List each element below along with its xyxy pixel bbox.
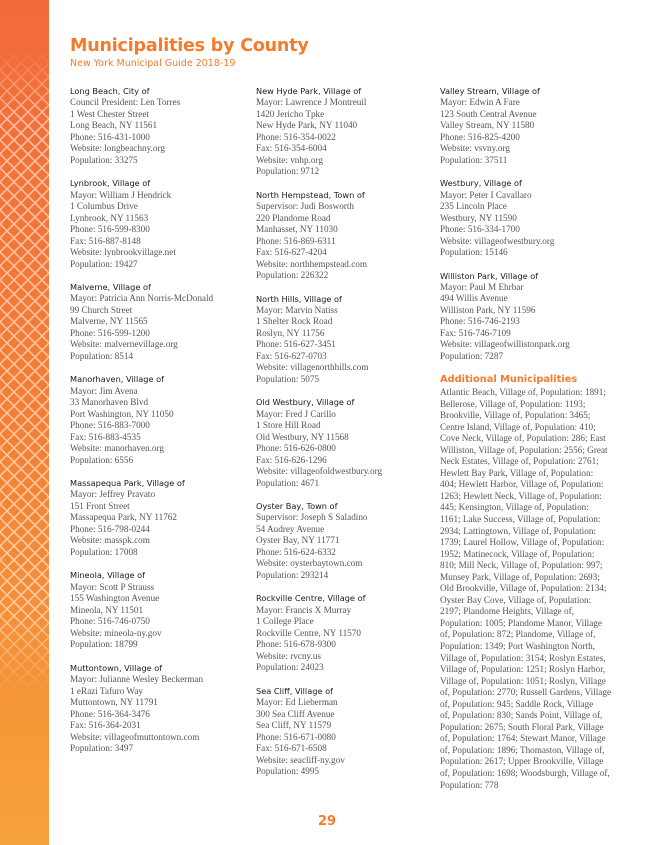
additional-municipalities-text [440, 387, 612, 791]
municipality-detail-line: Website: villageofmuttontown.com [70, 731, 200, 742]
municipality-detail-line: Website: villagenorthhills.com [256, 362, 369, 373]
additional-municipalities-line: of, Population: 872; Plandome, Village of, [440, 629, 596, 640]
municipality-detail-line: Mayor: Jim Avena [70, 385, 138, 396]
municipality-name: Sea Cliff, Village of [256, 685, 333, 696]
municipality-detail-line: Population: 9712 [256, 166, 320, 177]
additional-municipalities-line: 1952; Matinecock, Village of, Population: [440, 548, 595, 559]
additional-municipalities-line: Hewlett Bay Park, Village of, Population: [440, 467, 594, 478]
municipality-detail-line: Population: 24023 [256, 662, 324, 673]
municipality-detail-line: Population: 226322 [256, 270, 329, 281]
municipality-detail-line: Mayor: Fred J Carillo [256, 408, 336, 419]
municipality-detail-line: Website: seacliff-ny.gov [256, 754, 345, 765]
municipality-entry [440, 86, 618, 166]
municipality-name: Malverne, Village of [70, 282, 151, 293]
municipality-detail-line: 99 Church Street [70, 304, 133, 315]
municipality-detail-line: Mayor: Francis X Murray [256, 604, 352, 615]
additional-municipalities-line: of, Population: 1698; Woodsburgh, Village of, [440, 768, 610, 779]
municipality-detail-line: Fax: 516-364-2031 [70, 720, 141, 731]
municipality-detail-line: Fax: 516-883-4535 [70, 431, 141, 442]
municipality-detail-line: 1 College Place [256, 616, 314, 627]
municipality-detail-line: Website: manorhaven.org [70, 443, 165, 454]
municipality-name: Manorhaven, Village of [70, 374, 164, 385]
municipality-detail-line: Fax: 516-626-1296 [256, 454, 327, 465]
municipality-name: North Hempstead, Town of [256, 189, 365, 200]
column-1 [70, 86, 250, 767]
municipality-detail-line: Population: 37511 [440, 154, 508, 165]
municipality-detail-line: Population: 5075 [256, 373, 320, 384]
municipality-detail-line: Website: villageofwillistonpark.org [440, 339, 570, 350]
municipality-name: Long Beach, City of [70, 86, 150, 96]
municipality-detail-line: 1 Columbus Drive [70, 201, 138, 212]
municipality-detail-line: Population: 8514 [70, 350, 134, 361]
municipality-detail-line: 1 West Chester Street [70, 108, 149, 119]
column-3 [440, 86, 618, 791]
municipality-entry [256, 190, 436, 282]
municipality-detail-line: 54 Audrey Avenue [256, 523, 325, 534]
municipality-entry [70, 178, 250, 270]
lattice-pattern-icon [0, 0, 49, 845]
municipality-detail-line: Mayor: Jeffrey Pravato [70, 489, 156, 500]
additional-municipalities-line: of, Population: 830; Sands Point, Village of, [440, 710, 603, 721]
municipality-detail-line: Mineola, NY 11501 [70, 604, 144, 615]
municipality-detail-line: Phone: 516-746-0750 [70, 616, 150, 627]
municipality-entry [440, 271, 618, 363]
municipality-detail-line: Mayor: Paul M Ehrbar [440, 281, 524, 292]
additional-municipalities-line: 2934; Lattingtown, Village of, Population: [440, 525, 596, 536]
municipality-detail-line: Website: oysterbaytown.com [256, 558, 363, 569]
municipality-entry [256, 397, 436, 489]
municipality-detail-line: Phone: 516-678-9300 [256, 639, 336, 650]
municipality-detail-line: Muttontown, NY 11791 [70, 697, 158, 708]
municipality-detail-line: Population: 293214 [256, 569, 329, 580]
municipality-detail-line: Phone: 516-599-1200 [70, 327, 150, 338]
municipality-detail-line: Oyster Bay, NY 11771 [256, 535, 340, 546]
additional-municipalities-line: Munsey Park, Village of, Population: 2693; [440, 571, 600, 582]
additional-municipalities-line: Brookville, Village of, Population: 3465; [440, 410, 591, 421]
additional-municipalities-line: Population: 1005; Plandome Manor, Village [440, 617, 602, 628]
municipality-detail-line: 300 Sea Cliff Avenue [256, 708, 335, 719]
municipality-detail-line: Website: villageofwestbury.org [440, 235, 555, 246]
decorative-side-bar [0, 0, 49, 845]
municipality-detail-line: Roslyn, NY 11756 [256, 327, 325, 338]
municipality-detail-line: 123 South Central Avenue [440, 108, 537, 119]
municipality-detail-line: Phone: 516-825-4200 [440, 131, 520, 142]
municipality-detail-line: Mayor: Edwin A Fare [440, 97, 520, 108]
municipality-detail-line: Population: 19427 [70, 258, 138, 269]
additional-municipalities-line: of, Population: 1764; Stewart Manor, Village [440, 733, 606, 744]
municipality-name: North Hills, Village of [256, 293, 342, 304]
municipality-detail-line: Lynbrook, NY 11563 [70, 212, 149, 223]
municipality-detail-line: 1 Shelter Rock Road [256, 316, 333, 327]
municipality-detail-line: Westbury, NY 11590 [440, 212, 517, 223]
municipality-detail-line: Mayor: William J Hendrick [70, 189, 172, 200]
additional-municipalities-line: 2197; Plandome Heights, Village of, [440, 606, 575, 617]
municipality-detail-line: Phone: 516-627-3451 [256, 339, 336, 350]
municipality-name: Muttontown, Village of [70, 662, 163, 673]
municipality-detail-line: Mayor: Peter I Cavallaro [440, 189, 532, 200]
municipality-detail-line: Rockville Centre, NY 11570 [256, 627, 361, 638]
municipality-detail-line: Website: vsvny.org [440, 143, 510, 154]
municipality-detail-line: New Hyde Park, NY 11040 [256, 120, 358, 131]
additional-municipalities-line: Atlantic Beach, Village of, Population: 1891; [440, 386, 606, 397]
additional-municipalities-line: Old Brookville, Village of, Population: 2134; [440, 583, 607, 594]
additional-municipalities-line: 1739; Laurel Hollow, Village of, Population: [440, 537, 605, 548]
municipality-detail-line: 151 Front Street [70, 500, 130, 511]
additional-municipalities-line: 445; Kensington, Village of, Population: [440, 502, 589, 513]
municipality-detail-line: Population: 18799 [70, 639, 138, 650]
page-title: Municipalities by County [70, 36, 309, 56]
municipality-detail-line: Population: 15146 [440, 247, 508, 258]
municipality-detail-line: Phone: 516-626-0800 [256, 443, 336, 454]
municipality-detail-line: Phone: 516-364-3476 [70, 708, 150, 719]
additional-municipalities-line: of, Population: 945; Saddle Rock, Village [440, 698, 594, 709]
municipality-detail-line: Website: villageofoldwestbury.org [256, 466, 383, 477]
additional-municipalities-line: 1161; Lake Success, Village of, Population: [440, 514, 601, 524]
municipality-detail-line: Malverne, NY 11565 [70, 316, 148, 327]
municipality-detail-line: Phone: 516-746-2193 [440, 316, 520, 327]
additional-municipalities-line: Neck Estates, Village of, Population: 2761; [440, 456, 599, 467]
additional-municipalities-line: Centre Island, Village of, Population: 410; [440, 421, 596, 432]
municipality-detail-line: Old Westbury, NY 11568 [256, 431, 349, 442]
municipality-detail-line: Website: northhempstead.com [256, 258, 368, 269]
additional-municipalities-line: Village of, Population: 1051; Roslyn, Village [440, 675, 606, 686]
page-subtitle: New York Municipal Guide 2018-19 [70, 58, 236, 69]
municipality-detail-line: 1 eRazi Tafuro Way [70, 685, 144, 696]
additional-municipalities-line: Population: 1349; Port Washington North, [440, 641, 596, 652]
municipality-detail-line: Mayor: Patricia Ann Norris-McDonald [70, 293, 214, 304]
additional-municipalities-line: Oyster Bay Cove, Village of, Population: [440, 594, 592, 605]
municipality-detail-line: Website: lynbrookvillage.net [70, 247, 176, 258]
additional-municipalities-line: Village of, Population: 3154; Roslyn Estates, [440, 652, 606, 663]
municipality-detail-line: Sea Cliff, NY 11579 [256, 720, 332, 731]
municipality-name: Rockville Centre, Village of [256, 593, 366, 604]
municipality-detail-line: Massapequa Park, NY 11762 [70, 512, 177, 523]
municipality-detail-line: Population: 33275 [70, 154, 138, 165]
additional-municipalities-line: Bellerose, Village of, Population: 1193; [440, 398, 586, 409]
municipality-detail-line: Population: 17008 [70, 546, 138, 557]
municipality-name: Oyster Bay, Town of [256, 501, 338, 512]
municipality-detail-line: Fax: 516-887-8148 [70, 235, 141, 246]
additional-municipalities-heading: Additional Municipalities [440, 374, 578, 386]
additional-municipalities-line: Cove Neck, Village of, Population: 286; East [440, 433, 606, 444]
municipality-detail-line: Williston Park, NY 11596 [440, 304, 536, 315]
municipality-entry [70, 282, 250, 362]
municipality-detail-line: Website: longbeachny.org [70, 143, 165, 154]
municipality-entry [70, 663, 250, 755]
municipality-detail-line: 1 Store Hill Road [256, 420, 321, 431]
municipality-detail-line: Population: 4995 [256, 766, 320, 777]
municipality-detail-line: 494 Willis Avenue [440, 293, 508, 304]
municipality-detail-line: Population: 3497 [70, 743, 134, 754]
municipality-name: Valley Stream, Village of [440, 86, 540, 96]
municipality-detail-line: Website: mineola-ny.gov [70, 627, 162, 638]
column-2 [256, 86, 436, 790]
municipality-name: New Hyde Park, Village of [256, 86, 362, 96]
municipality-name: Williston Park, Village of [440, 270, 539, 281]
municipality-name: Westbury, Village of [440, 178, 522, 189]
municipality-entry [440, 178, 618, 258]
municipality-detail-line: Population: 4671 [256, 477, 320, 488]
municipality-detail-line: Long Beach, NY 11561 [70, 120, 158, 131]
municipality-detail-line: 1420 Jericho Tpke [256, 108, 325, 119]
municipality-detail-line: 155 Washington Avenue [70, 593, 160, 604]
municipality-detail-line: Website: rvcny.us [256, 650, 322, 661]
municipality-detail-line: Population: 6556 [70, 454, 134, 465]
municipality-detail-line: Fax: 516-671-6508 [256, 743, 327, 754]
municipality-detail-line: Mayor: Marvin Natiss [256, 304, 338, 315]
additional-municipalities-line: Williston, Village of, Population: 2556; Great [440, 444, 608, 455]
additional-municipalities-line: Population: 2617; Upper Brookville, Village [440, 756, 604, 767]
municipality-detail-line: Port Washington, NY 11050 [70, 408, 174, 419]
municipality-detail-line: Website: malvernevillage.org [70, 339, 178, 350]
municipality-entry [70, 86, 250, 166]
additional-municipalities-line: of, Population: 2770; Russell Gardens, Village [440, 687, 612, 698]
municipality-detail-line: Mayor: Julianne Wesley Beckerman [70, 674, 204, 685]
municipality-entry [70, 570, 250, 650]
municipality-detail-line: 220 Plandome Road [256, 212, 331, 223]
municipality-detail-line: Council President: Len Torres [70, 97, 181, 108]
municipality-detail-line: Supervisor: Judi Bosworth [256, 201, 355, 212]
municipality-detail-line: Phone: 516-334-1700 [440, 224, 520, 235]
municipality-detail-line: Website: vnhp.org [256, 154, 323, 165]
municipality-entry [70, 478, 250, 558]
municipality-entry [256, 593, 436, 673]
municipality-detail-line: Valley Stream, NY 11580 [440, 120, 535, 131]
additional-municipalities-line: Population: 2675; South Floral Park, Village [440, 721, 604, 732]
municipality-name: Old Westbury, Village of [256, 397, 355, 408]
municipality-detail-line: Mayor: Lawrence J Montreuil [256, 97, 367, 108]
municipality-entry [256, 686, 436, 778]
municipality-detail-line: 33 Manorhaven Blvd [70, 397, 149, 408]
page-number: 29 [318, 814, 337, 829]
municipality-entry [256, 86, 436, 178]
municipality-detail-line: 235 Lincoln Place [440, 201, 507, 212]
municipality-detail-line: Manhasset, NY 11030 [256, 224, 338, 235]
municipality-detail-line: Fax: 516-627-0703 [256, 350, 327, 361]
municipality-detail-line: Phone: 516-671-0080 [256, 731, 336, 742]
municipality-detail-line: Supervisor: Joseph S Saladino [256, 512, 368, 523]
municipality-detail-line: Phone: 516-883-7000 [70, 420, 150, 431]
municipality-detail-line: Phone: 516-354-0022 [256, 131, 336, 142]
municipality-detail-line: Fax: 516-354-6004 [256, 143, 327, 154]
municipality-detail-line: Website: masspk.com [70, 535, 150, 546]
municipality-detail-line: Mayor: Ed Lieberman [256, 697, 338, 708]
municipality-detail-line: Phone: 516-599-8300 [70, 224, 150, 235]
additional-municipalities-line: Population: 778 [440, 779, 499, 790]
municipality-name: Lynbrook, Village of [70, 178, 151, 189]
municipality-entry [256, 501, 436, 581]
municipality-detail-line: Fax: 516-627-4204 [256, 247, 327, 258]
additional-municipalities-line: Village of, Population: 1251; Roslyn Harbor, [440, 664, 606, 675]
column-3-entries [440, 86, 618, 362]
municipality-entry [256, 294, 436, 386]
additional-municipalities-line: 810; Mill Neck, Village of, Population: 997; [440, 560, 603, 571]
municipality-detail-line: Phone: 516-431-1000 [70, 131, 150, 142]
municipality-name: Massapequa Park, Village of [70, 478, 185, 489]
municipality-detail-line: Mayor: Scott P Strauss [70, 581, 155, 592]
additional-municipalities-line: 404; Hewlett Harbor, Village of, Population: [440, 479, 604, 490]
municipality-name: Mineola, Village of [70, 570, 146, 581]
additional-municipalities-line: of, Population: 1896; Thomaston, Village of, [440, 744, 605, 755]
municipality-detail-line: Phone: 516-798-0244 [70, 523, 150, 534]
additional-municipalities-line: 1263; Hewlett Neck, Village of, Population: [440, 490, 602, 501]
municipality-detail-line: Fax: 516-746-7109 [440, 327, 511, 338]
municipality-detail-line: Population: 7287 [440, 350, 504, 361]
municipality-detail-line: Phone: 516-624-6332 [256, 546, 336, 557]
municipality-entry [70, 374, 250, 466]
municipality-detail-line: Phone: 516-869-6311 [256, 235, 336, 246]
